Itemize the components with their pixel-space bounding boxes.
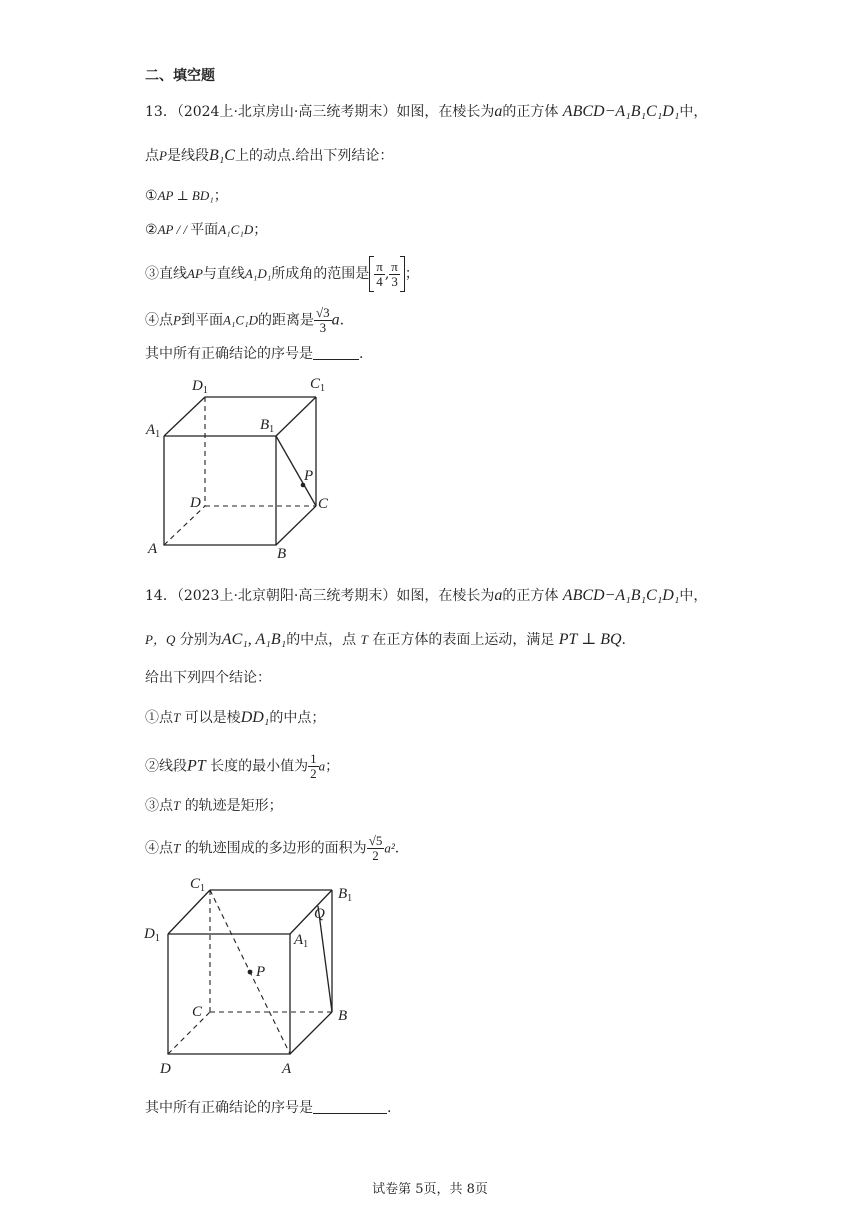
q14-answer-line: 其中所有正确结论的序号是 . [145, 1100, 392, 1116]
svg-text:D: D [160, 1061, 171, 1077]
svg-text:C1: $C_1$ [190, 876, 206, 894]
svg-text:A1: $A_1$ [294, 932, 309, 950]
svg-text:A: A [282, 1061, 292, 1077]
svg-text:C: C [192, 1004, 203, 1020]
q13-conclusion-4: ④点P到平面A₁C₁D的距离是 $\frac{√3}{3}$ a. [145, 305, 345, 335]
q14-stem-line2: P，Q 分别为AC₁, A₁B₁的中点，点 T 在正方体的表面上运动，满足 PT ⊥ BQ. [145, 631, 626, 648]
q13-conclusion-1: ①AP ⊥ BD₁； [145, 188, 228, 204]
fraction-pi-3: $\frac{\pi}{3}$ [391, 258, 398, 289]
q13-stem-line2: 点P是线段B₁C上的动点.给出下列结论： [145, 147, 394, 164]
svg-text:A1: $A_1$ [146, 422, 161, 440]
q13-cube-figure [140, 372, 360, 562]
svg-text:C: C [318, 496, 329, 512]
page-footer: 试卷第 5页，共 8页 [372, 1182, 488, 1197]
svg-text:B1: $B_1$ [338, 886, 353, 904]
fraction-1-2: $\frac{1}{2}$ [310, 751, 317, 781]
segment-b1c: B₁C [208, 147, 235, 164]
q14-stem-line1: 14．（2023上·北京朝阳·高三统考期末）如图，在棱长为a的正方体 ABCD−A₁B₁C₁D₁中， [145, 587, 708, 604]
edge-length-var: a [494, 103, 503, 120]
q14-source: 14．（2023上·北京朝阳·高三统考期末）如图，在棱长为 [145, 588, 495, 604]
svg-text:B1: $B_1$ [260, 417, 275, 435]
q13-answer-line: 其中所有正确结论的序号是 . [145, 346, 364, 362]
q13-stem-line1: 13．（2024上·北京房山·高三统考期末）如图，在棱长为a的正方体 ABCD−A₁B₁C₁D₁中， [145, 103, 708, 120]
svg-text:B: B [277, 546, 287, 562]
svg-text:A: A [148, 541, 158, 557]
q14-answer-blank[interactable] [313, 1099, 387, 1114]
svg-text:C1: $C_1$ [310, 376, 326, 394]
q14-conclusion-3: ③点T 的轨迹是矩形； [145, 798, 283, 814]
q14-conclusion-1: ①点T 可以是棱DD₁的中点； [145, 709, 326, 726]
q13-source: 13．（2024上·北京房山·高三统考期末）如图，在棱长为 [145, 104, 495, 120]
q14-cube-figure [140, 866, 370, 1086]
svg-text:D1: $D_1$ [192, 378, 208, 396]
q13-answer-blank[interactable] [313, 345, 359, 360]
q13-conclusion-3: ③直线AP与直线A₁D₁所成角的范围是 $\frac{\pi}{4}$ , $\frac{\pi}{3}$ ； [145, 256, 419, 292]
q13-conclusion-2: ②AP / / 平面A₁C₁D； [145, 222, 268, 238]
q14-stem-line3: 给出下列四个结论： [145, 670, 271, 686]
point-p [248, 970, 253, 975]
svg-text:P: P [256, 964, 266, 980]
section-title: 二、填空题 [145, 68, 215, 84]
fraction-sqrt3-3: $\frac{√3}{3}$ [316, 305, 330, 335]
svg-text:D1: $D_1$ [144, 926, 160, 944]
fraction-sqrt5-2: $\frac{√5}{2}$ [368, 833, 383, 863]
front-face [164, 436, 276, 545]
fraction-pi-4: $\frac{\pi}{4}$ [376, 258, 383, 289]
cube-name: ABCD−A₁B₁C₁D₁ [562, 103, 680, 120]
svg-text:B: B [338, 1008, 348, 1024]
q14-conclusion-4: ④点T 的轨迹围成的多边形的面积为 $\frac{√5}{2}$ a². [145, 833, 400, 863]
svg-text:P: P [304, 468, 314, 484]
svg-text:Q: Q [314, 906, 325, 922]
q14-conclusion-2: ②线段PT 长度的最小值为 $\frac{1}{2}$ a； [145, 751, 340, 781]
svg-text:D: D [190, 495, 201, 511]
